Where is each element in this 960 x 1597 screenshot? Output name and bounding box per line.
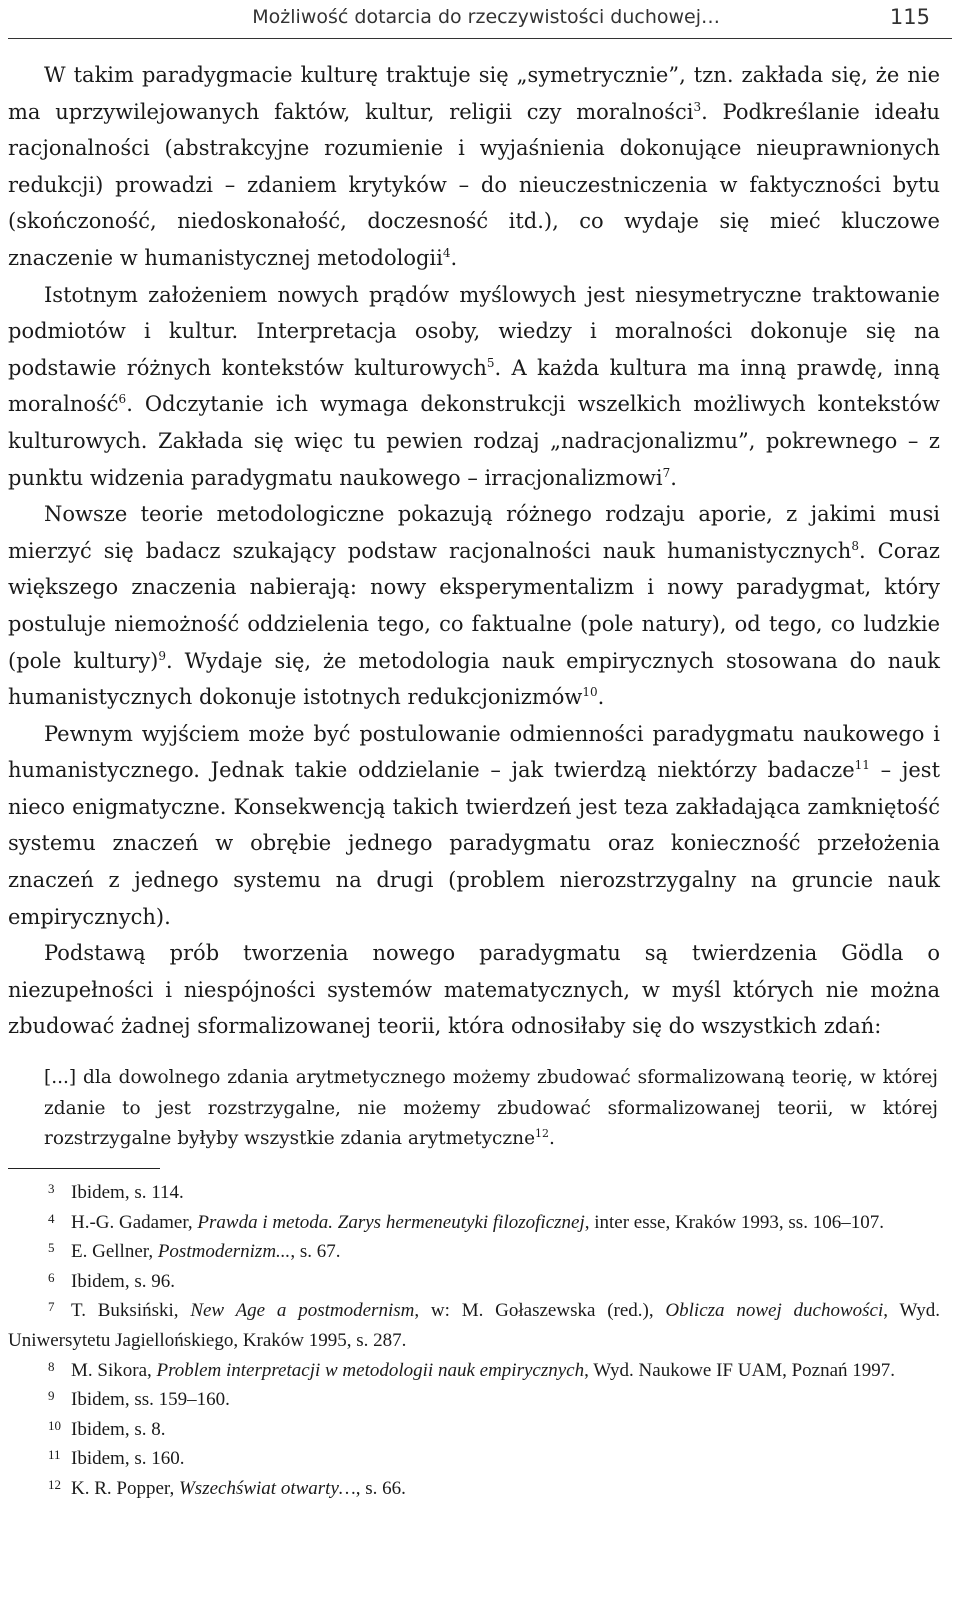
text-run: . Odczytanie ich wymaga dekonstrukcji wszelkich możliwych kontekstów kulturowych. Zakłada się więc tu pewien rodzaj „nadracjonalizmu”, pokrewnego – z punktu widzenia paradygmatu naukowego – irracjonalizmowi [8,392,940,490]
italic-title: Oblicza nowej duchowości [665,1300,884,1322]
header-rule [8,38,952,39]
text-run: E. Gellner, [71,1241,158,1263]
footnote-reference: 7 [662,465,671,480]
text-run: , Wyd. Naukowe IF UAM, Poznań 1997. [584,1359,896,1381]
text-run: Ibidem, s. 8. [71,1418,166,1440]
footnote-separator [8,1168,160,1169]
footnote-reference: 6 [118,392,127,407]
footnote-9: 9 Ibidem, ss. 159–160. [48,1388,230,1411]
footnote-12: 12 K. R. Popper, Wszechświat otwarty…, s. 66. [48,1476,406,1499]
italic-title: Postmodernizm... [157,1241,291,1263]
paragraph [8,277,940,497]
text-run: , w: M. Gołaszewska (red.), [414,1300,666,1322]
text-run: T. Buksiński, [71,1300,191,1322]
text-run: , Wyd. Uniwersytetu Jagiellońskiego, Kraków 1995, s. 287. [8,1300,941,1351]
text-run: . A każda kultura ma inną prawdę, inną moralność [8,355,940,417]
italic-title: New Age a postmodernism [190,1300,415,1322]
footnote-reference: 12 [535,1127,550,1140]
page-header [0,0,960,38]
text-run: . [597,685,605,710]
text-run: Istotnym założeniem nowych prądów myślowych jest niesymetryczne traktowanie podmiotów i kultur. Interpretacja osoby, wiedzy i moralności dokonuje się na podstawie różnych kontekstów kulturowych [8,282,940,380]
footnote-reference: 10 [582,685,598,700]
text-run: Nowsze teorie metodologiczne pokazują różnego rodzaju aporie, z jakimi musi mierzyć się badacz szukający podstaw racjonalności nauk humanistycznych [8,502,940,563]
footnote-6: 6 Ibidem, s. 96. [48,1269,175,1292]
italic-title: Problem interpretacji w metodologii nauk empirycznych [156,1359,585,1381]
quote-text [44,1063,938,1155]
text-run: Ibidem, s. 96. [71,1270,175,1292]
text-run: H.-G. Gadamer, [71,1211,198,1233]
footnote-reference: 8 [851,538,859,553]
footnote-7: 7 T. Buksiński, New Age a postmodernism, w: M. Gołaszewska (red.), Oblicza nowej duchowości, Wyd. Uniwersytetu Jagiellońskiego, Kraków 1995, s. 287. [8,1299,941,1351]
footnote-reference: 9 [158,648,167,663]
footnote-11: 11 Ibidem, s. 160. [48,1447,185,1470]
text-run: , inter esse, Kraków 1993, ss. 106–107. [584,1211,884,1233]
italic-title: Prawda i metoda. Zarys hermeneutyki filozoficznej [197,1211,585,1233]
text-run: – jest nieco enigmatyczne. Konsekwencją takich twierdzeń jest teza zakładająca zamkniętość systemu znaczeń w obrębie jednego paradygmatu oraz konieczność przełożenia znaczeń z jednego systemu na drugi (problem nierozstrzygalny na gruncie nauk empirycznych). [8,758,941,929]
footnote-reference: 11 [854,758,870,773]
text-run: . Podkreślanie ideału racjonalności (abstrakcyjne rozumienie i wyjaśnienia dokonujące nieuprawnionych redukcji) prowadzi – zdaniem krytyków – do nieuczestniczenia w faktyczności bytu (skończoność, niedoskonałość, doczesność itd.), co wydaje się mieć kluczowe znaczenie w humanistycznej metodologii [8,99,940,270]
page-number: 115 [889,5,930,29]
text-run: K. R. Popper, [71,1477,179,1499]
main-text [8,57,940,1045]
text-run: Podstawą prób tworzenia nowego paradygmatu są twierdzenia Gödla o niezupełności i niespójności systemów matematycznych, w myśl których nie można zbudować żadnej sformalizowanej teorii, która odnosiłaby się do wszystkich zdań: [8,941,940,1039]
paragraph [8,716,940,936]
italic-title: Wszechświat otwarty… [178,1477,356,1499]
footnote-reference: 3 [693,99,702,114]
text-run: Pewnym wyjściem może być postulowanie odmienności paradygmatu naukowego i humanistycznego. Jednak takie oddzielanie – jak twierdzą niektórzy badacze [8,721,940,783]
text-run: M. Sikora, [71,1359,157,1381]
text-run: W takim paradygmacie kulturę traktuje się „symetrycznie”, tzn. zakłada się, że nie ma uprzywilejowanych faktów, kultur, religii czy moralności [8,63,940,124]
footnote-8: 8 M. Sikora, Problem interpretacji w metodologii nauk empirycznych, Wyd. Naukowe IF UAM, Poznań 1997. [48,1358,896,1381]
paragraph [8,935,940,1045]
paragraph [8,496,940,716]
paragraph [8,57,940,277]
text-run: . [549,1128,555,1149]
footnote-3: 3 Ibidem, s. 114. [48,1181,184,1203]
text-run: . Coraz większego znaczenia nabierają: nowy eksperymentalizm i nowy paradygmat, który postuluje niemożność oddzielenia tego, co faktualne (pole natury), od tego, co ludzkie (pole kultury) [8,538,940,673]
footnote-4: 4 H.-G. Gadamer, Prawda i metoda. Zarys hermeneutyki filozoficznej, inter esse, Kraków 1993, ss. 106–107. [48,1210,884,1233]
block-quote [44,1063,938,1155]
running-title: Możliwość dotarcia do rzeczywistości duchowej… [252,6,720,28]
text-run: Ibidem, s. 160. [71,1448,185,1470]
footnote-10: 10 Ibidem, s. 8. [48,1417,166,1440]
text-run: Ibidem, ss. 159–160. [71,1389,230,1411]
text-run: , s. 66. [355,1477,406,1499]
text-run: . [450,245,458,270]
text-run: [...] dla dowolnego zdania arytmetycznego możemy zbudować sformalizowaną teorię, w której zdanie to jest rozstrzygalne, nie możemy zbudować sformalizowanej teorii, w której rozstrzygalne byłyby wszystkie zdania arytmetyczne [44,1067,938,1149]
text-run: . [670,465,677,490]
text-run: . Wydaje się, że metodologia nauk empirycznych stosowana do nauk humanistycznych dokonuje istotnych redukcjonizmów [8,648,940,710]
footnotes [8,1178,940,1504]
footnote-5: 5 E. Gellner, Postmodernizm..., s. 67. [48,1240,341,1263]
footnote-reference: 4 [442,245,451,260]
text-run: Ibidem, s. 114. [71,1182,184,1203]
footnote-reference: 5 [486,355,495,370]
text-run: , s. 67. [290,1241,341,1263]
